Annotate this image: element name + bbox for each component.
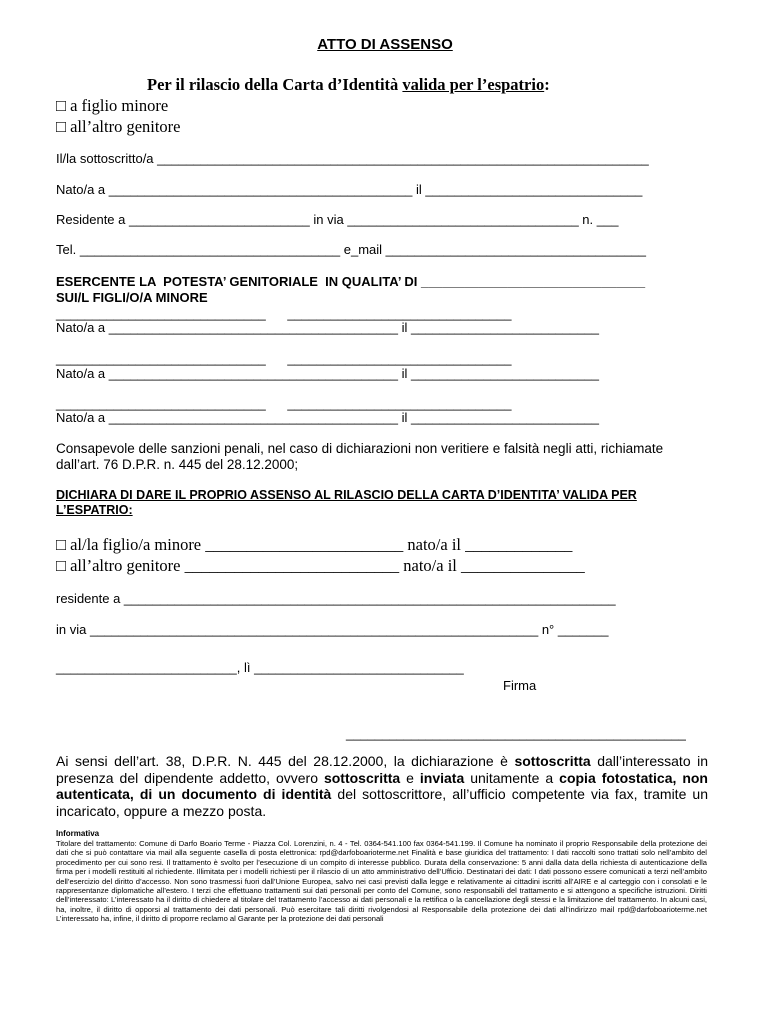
ai-sensi-text-1: Ai sensi dell’art. 38, D.P.R. N. 445 del 28.12.2000, la dichiarazione è [56,753,515,769]
field-in-via[interactable]: in via ______________________________________________________________ n° _______ [56,622,609,637]
option-figlio-minore[interactable]: □ a figlio minore [56,96,169,115]
esercente-line2: SUI/L FIGLI/O/A MINORE [56,290,208,305]
field-residente[interactable]: Residente a _________________________ in via ________________________________ n. ___ [56,212,619,227]
ai-sensi-text-2: dall’interessato in presenza del dipendente addetto, ovvero [56,753,709,786]
ai-sensi-bold-3: inviata [419,769,465,786]
minor-2-names[interactable]: _____________________________ _______________________________ [56,351,512,366]
field-tel-email[interactable]: Tel. ____________________________________ e_mail ____________________________________ [56,242,646,257]
document-title: ATTO DI ASSENSO [317,36,453,53]
minor-2-nato[interactable]: Nato/a a ________________________________________ il __________________________ [56,366,599,381]
ai-sensi-bold-4: copia fotostatica, non autenticata, di un documento di identità [56,769,708,803]
field-sottoscritto[interactable]: Il/la sottoscritto/a ____________________________________________________________________ [56,151,649,166]
firma-line[interactable]: _______________________________________________ [346,726,686,741]
ai-sensi-bold-1: sottoscritta [514,753,591,769]
minor-1-nato[interactable]: Nato/a a ________________________________________ il __________________________ [56,320,599,335]
field-nato[interactable]: Nato/a a __________________________________________ il ______________________________ [56,182,643,197]
informativa-text: Titolare del trattamento: Comune di Darfo Boario Terme - Piazza Col. Lorenzini, n. 4 - Tel. 0364-541.100 fax 0364-541.199. Il Comune ha nominato il proprio Responsabile della protezione dei dati che si può contattare via mail alla seguente casella di posta elettronica: rpd@darfoboarioterme.net Finalità e base giuridica del trattamento: I dati raccolti sono trattati solo nell’ambito del procedimento per cui sono resi. Il trattamento è svolto per l’esecuzione di un compito di interesse pubblico. Durata della conservazione: 5 anni dalla data della richiesta di autenticazione della firma per i modelli restituiti al richiedente. Illimitata per i modelli richiesti per il rilascio di un atto amministrativo dell’Ufficio. Destinatari dei dati: I dati possono essere comunicati a terzi nell’ambito dell’esercizio del diritto d’accesso. Non sono trasmessi fuori dall’Unione Europea, salvo nei casi previsti dalla legge e relativamente ai cittadini iscritti all’AIRE e al carteggio con i consolati e le rappresentanze diplomatiche all’estero. I terzi che effettuano trattamenti sui dati personali per conto del Comune, sono responsabili del trattamento e si attengono a specifiche istruzioni. Diritti dell’interessato: L’interessato ha il diritto di chiedere al titolare del trattamento l’accesso ai dati personali e la rettifica o la cancellazione degli stessi e la limitazione del trattamento. In alcuni casi, ha, inoltre, il diritto di opporsi al trattamento dei dati personali. Può esercitare tali diritti rivolgendosi al Responsabile della protezione dei dati all’indirizzo mail rpd@darfoboarioterme.net L’interessato ha, infine, il diritto di proporre reclamo al Garante per la protezione dei dati personali [56,839,707,924]
option-altro-genitore[interactable]: □ all’altro genitore [56,117,181,136]
ai-sensi-text-3: e [400,769,420,786]
field-luogo-data[interactable]: _________________________, lì _____________________________ [56,660,464,675]
minor-3-names[interactable]: _____________________________ _______________________________ [56,396,512,411]
minor-1-names[interactable]: _____________________________ _______________________________ [56,306,512,321]
consapevole-paragraph: Consapevole delle sanzioni penali, nel caso di dichiarazioni non veritiere e falsità negli atti, richiamate dall’art. 76 D.P.R. n. 445 del 28.12.2000; [56,441,664,472]
option-figlio-minore-bottom[interactable]: □ al/la figlio/a minore ________________________ nato/a il _____________ [56,535,573,554]
field-residente-a[interactable]: residente a ____________________________________________________________________ [56,591,616,606]
document-subtitle [147,75,550,95]
esercente-line1[interactable]: ESERCENTE LA POTESTA’ GENITORIALE IN QUALITA’ DI _______________________________ [56,274,646,289]
ai-sensi-bold-2: sottoscritta [323,769,401,786]
option-altro-genitore-bottom[interactable]: □ all’altro genitore __________________________ nato/a il _______________ [56,556,585,575]
firma-label: Firma [503,678,537,693]
subtitle-prefix: Per il rilascio della Carta d’Identità [147,75,403,94]
ai-sensi-paragraph [56,753,708,819]
ai-sensi-text-5: del sottoscrittore, all’ufficio competente via fax, tramite un incaricato, oppure a mezzo posta. [56,786,708,819]
dichiara-heading: DICHIARA DI DARE IL PROPRIO ASSENSO AL RILASCIO DELLA CARTA D’IDENTITA’ VALIDA PER L’ESPATRIO: [56,488,637,517]
ai-sensi-text-4: unitamente a [464,769,560,786]
subtitle-underlined: valida per l’espatrio [402,75,545,94]
minor-3-nato[interactable]: Nato/a a ________________________________________ il __________________________ [56,410,599,425]
informativa-title: Informativa [56,829,100,838]
subtitle-suffix: : [544,75,550,94]
